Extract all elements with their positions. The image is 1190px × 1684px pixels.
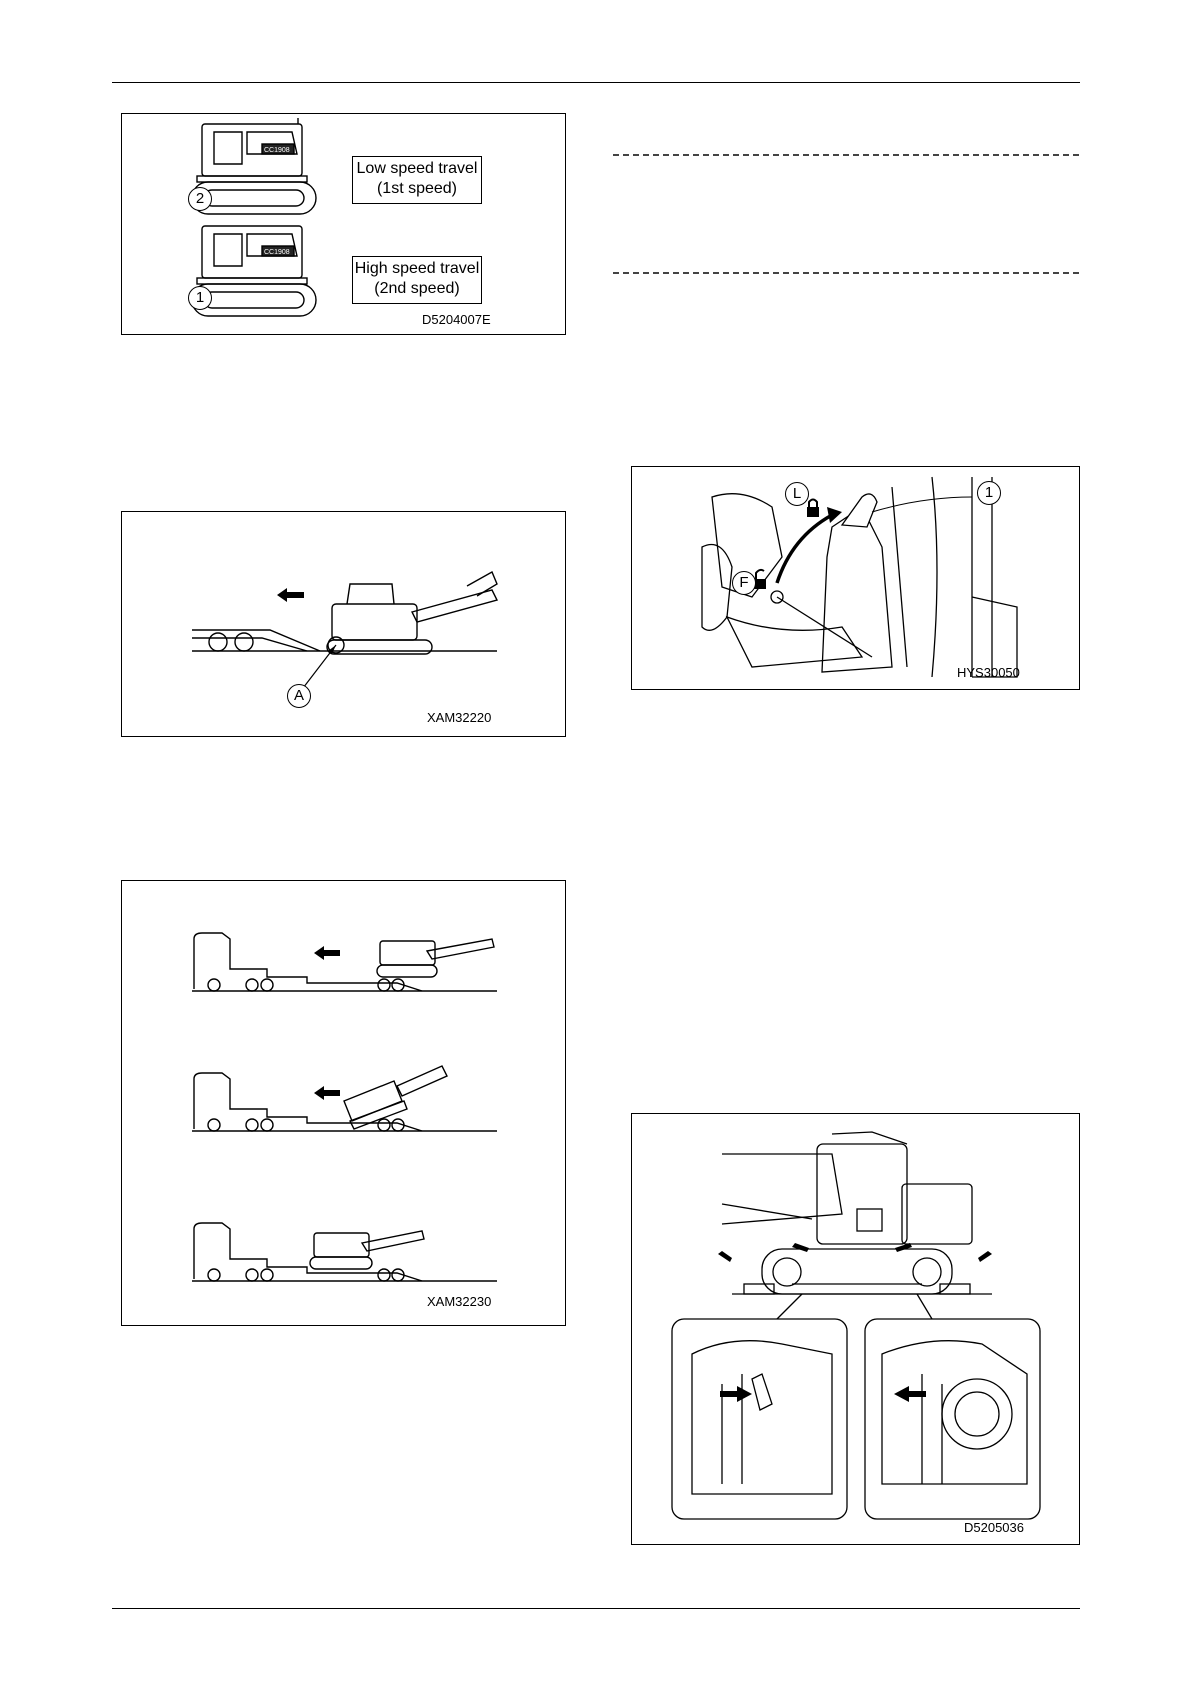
lever-motion-arc — [777, 515, 832, 583]
dashed-separator-top — [613, 154, 1079, 156]
speed-number-2: 2 — [188, 187, 212, 211]
high-speed-label — [352, 256, 482, 304]
point-a-label: A — [287, 684, 311, 708]
speed-number-1: 1 — [188, 286, 212, 310]
free-position-label: F — [732, 571, 756, 595]
ramp-illustration — [122, 512, 565, 736]
lock-position-label: L — [785, 482, 809, 506]
model-badge-1: CC1908 — [264, 147, 290, 154]
figure-lock-lever — [631, 466, 1080, 690]
low-speed-line2: (1st speed) — [376, 180, 458, 197]
track-blocks-illustration — [632, 1114, 1079, 1544]
lever-number-label: 1 — [977, 481, 1001, 505]
block-arrow-inner-left — [792, 1243, 809, 1252]
figure-code: HYS30050 — [957, 665, 1020, 680]
detail-arrow-left — [720, 1386, 752, 1402]
low-speed-label — [352, 156, 482, 204]
lock-closed-icon — [807, 500, 819, 518]
figure-code: XAM32220 — [427, 710, 492, 725]
figure-code: D5204007E — [422, 312, 491, 327]
figure-ramp-approach — [121, 511, 566, 737]
dashed-separator-bottom — [613, 272, 1079, 274]
low-speed-line1: Low speed travel — [356, 160, 478, 177]
block-arrow-left — [718, 1251, 732, 1262]
figure-loading-sequence — [121, 880, 566, 1326]
high-speed-line2: (2nd speed) — [374, 280, 460, 297]
figure-code: D5205036 — [964, 1520, 1024, 1535]
lock-lever-illustration — [632, 467, 1079, 689]
figure-track-blocks — [631, 1113, 1080, 1545]
detail-arrow-right — [894, 1386, 926, 1402]
header-rule — [112, 82, 1080, 83]
figure-code: XAM32230 — [427, 1294, 492, 1309]
high-speed-line1: High speed travel — [354, 260, 480, 277]
model-badge-2: CC1908 — [264, 249, 290, 256]
footer-rule — [112, 1608, 1080, 1609]
figure-travel-speed — [121, 113, 566, 335]
direction-arrow-1 — [314, 946, 340, 960]
direction-arrow-2 — [314, 1086, 340, 1100]
lock-open-icon — [754, 570, 766, 589]
loading-sequence-illustration — [122, 881, 565, 1325]
block-arrow-right — [978, 1251, 992, 1262]
direction-arrow — [277, 588, 304, 602]
